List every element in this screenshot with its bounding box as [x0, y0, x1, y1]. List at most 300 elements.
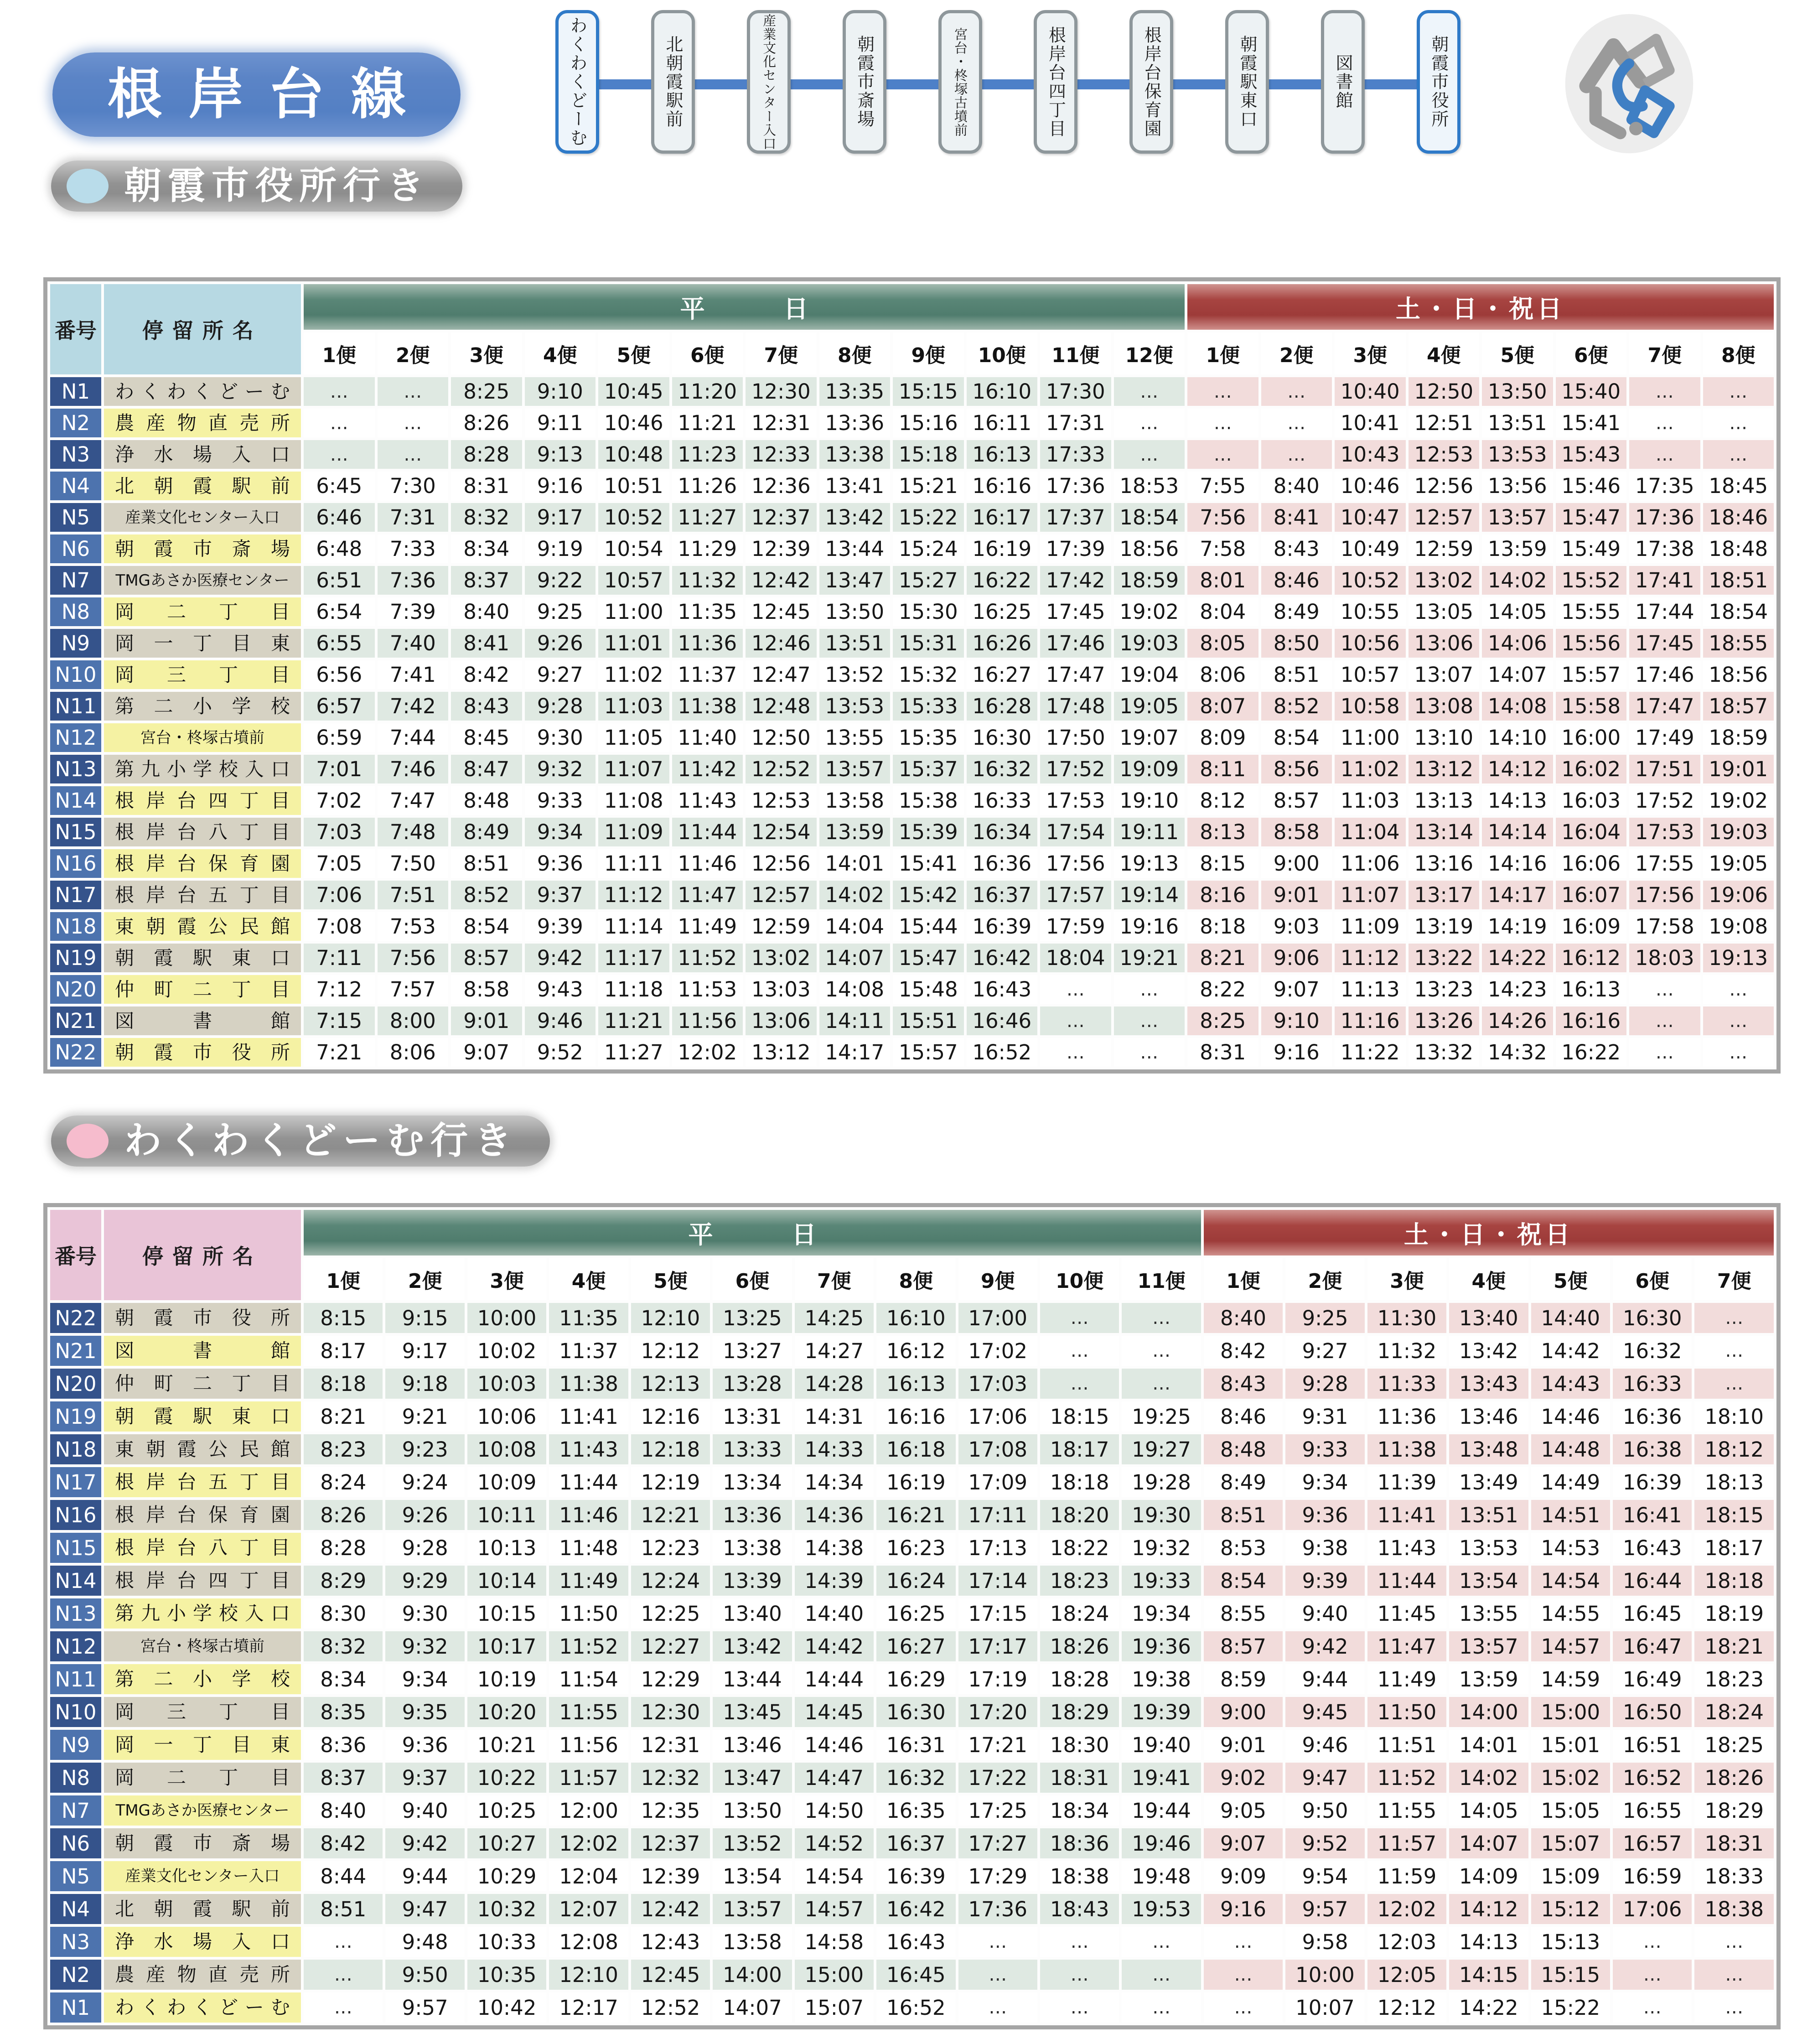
- weekend-time: 11:33: [1367, 1369, 1446, 1399]
- weekday-trip-header: 9便: [893, 332, 964, 374]
- weekday-time: 12:31: [746, 409, 817, 437]
- stop-row-N19: [50, 944, 1774, 972]
- weekday-time: 18:34: [1040, 1795, 1119, 1826]
- weekend-time: 14:22: [1482, 944, 1553, 972]
- stop-number: N5: [50, 503, 101, 532]
- weekend-time: …: [1703, 975, 1774, 1004]
- weekday-time: 12:54: [746, 818, 817, 846]
- stop-number: N21: [50, 1006, 101, 1035]
- direction-banner-1: [51, 161, 462, 212]
- weekday-time: 7:31: [378, 503, 449, 532]
- weekday-time: 11:43: [672, 786, 743, 815]
- weekday-time: 9:48: [385, 1927, 464, 1957]
- weekend-time: 8:46: [1204, 1401, 1283, 1432]
- weekend-time: 17:55: [1629, 849, 1700, 878]
- weekday-time: 12:53: [746, 786, 817, 815]
- weekday-time: 7:42: [378, 692, 449, 721]
- weekday-time: 9:40: [385, 1795, 464, 1826]
- weekend-time: …: [1694, 1960, 1774, 1990]
- weekday-time: 12:39: [631, 1861, 710, 1891]
- timetable-to-wakuwaku-dome: [43, 1203, 1781, 2029]
- weekend-time: 14:54: [1531, 1566, 1610, 1596]
- weekend-time: 9:27: [1285, 1336, 1364, 1366]
- weekday-time: 16:42: [967, 944, 1038, 972]
- stop-name: 根 岸 台 保 育 園: [104, 849, 301, 878]
- weekday-time: 12:39: [746, 534, 817, 563]
- weekend-time: 11:04: [1335, 818, 1406, 846]
- weekday-time: 13:57: [819, 755, 891, 783]
- weekend-time: …: [1694, 1992, 1774, 2023]
- weekday-time: 7:06: [304, 881, 375, 909]
- weekend-time: 14:26: [1482, 1006, 1553, 1035]
- weekday-trip-header: 4便: [525, 332, 596, 374]
- stop-row-N16: [50, 849, 1774, 878]
- weekend-time: 14:07: [1482, 660, 1553, 689]
- stop-name: 根 岸 台 四 丁 目: [104, 1566, 301, 1596]
- weekday-time: 18:38: [1040, 1861, 1119, 1891]
- weekday-time: 18:59: [1114, 566, 1185, 595]
- weekend-time: 9:31: [1285, 1401, 1364, 1432]
- stop-name: 北 朝 霞 駅 前: [104, 1894, 301, 1924]
- weekday-time: 9:29: [385, 1566, 464, 1596]
- weekend-time: 11:36: [1367, 1401, 1446, 1432]
- weekend-time: 9:01: [1204, 1730, 1283, 1760]
- weekday-time: 13:47: [819, 566, 891, 595]
- weekday-time: 7:50: [378, 849, 449, 878]
- weekend-time: 8:40: [1261, 472, 1332, 500]
- weekday-time: 18:23: [1040, 1566, 1119, 1596]
- weekday-time: 14:38: [795, 1533, 874, 1563]
- weekend-time: 8:25: [1187, 1006, 1258, 1035]
- weekday-time: 6:48: [304, 534, 375, 563]
- weekend-time: 10:07: [1285, 1992, 1364, 2023]
- weekday-time: 6:56: [304, 660, 375, 689]
- weekday-time: 14:25: [795, 1303, 874, 1333]
- weekend-time: 11:32: [1367, 1336, 1446, 1366]
- weekend-trip-header: 1便: [1204, 1258, 1283, 1300]
- weekend-time: 16:22: [1556, 1038, 1627, 1067]
- stop-number: N15: [50, 1533, 101, 1563]
- weekend-time: 10:52: [1335, 566, 1406, 595]
- stop-name: 仲 町 二 丁 目: [104, 975, 301, 1004]
- weekend-trip-header: 7便: [1694, 1258, 1774, 1300]
- stop-number: N18: [50, 912, 101, 941]
- weekend-time: 12:53: [1409, 440, 1480, 469]
- weekday-time: 9:26: [385, 1500, 464, 1530]
- weekday-time: 13:38: [819, 440, 891, 469]
- weekday-time: 12:19: [631, 1467, 710, 1497]
- weekday-time: 12:21: [631, 1500, 710, 1530]
- direction-banner-2: [51, 1115, 550, 1167]
- weekday-time: 15:57: [893, 1038, 964, 1067]
- weekend-time: 16:00: [1556, 723, 1627, 752]
- weekday-time: 14:34: [795, 1467, 874, 1497]
- weekend-time: 13:05: [1409, 597, 1480, 626]
- weekday-time: 17:25: [958, 1795, 1037, 1826]
- stop-number: N20: [50, 975, 101, 1004]
- stop-name: 朝 霞 市 役 所: [104, 1038, 301, 1067]
- weekend-time: 8:46: [1261, 566, 1332, 595]
- weekday-time: 14:07: [713, 1992, 792, 2023]
- weekend-time: 18:56: [1703, 660, 1774, 689]
- weekday-time: 16:43: [967, 975, 1038, 1004]
- weekend-time: 15:58: [1556, 692, 1627, 721]
- route-station-label: 図書館: [1333, 54, 1353, 110]
- weekday-time: 16:46: [967, 1006, 1038, 1035]
- weekend-time: 8:42: [1204, 1336, 1283, 1366]
- weekday-time: 12:37: [746, 503, 817, 532]
- weekday-time: …: [1114, 377, 1185, 406]
- weekend-time: 8:43: [1204, 1369, 1283, 1399]
- weekend-time: 16:55: [1613, 1795, 1692, 1826]
- weekend-time: 8:51: [1204, 1500, 1283, 1530]
- weekday-time: 16:22: [967, 566, 1038, 595]
- weekday-time: 9:42: [385, 1828, 464, 1858]
- weekend-time: 18:23: [1694, 1664, 1774, 1694]
- weekend-time: 8:18: [1187, 912, 1258, 941]
- weekday-time: 8:29: [304, 1566, 383, 1596]
- weekday-time: …: [1040, 1006, 1111, 1035]
- weekday-time: 9:19: [525, 534, 596, 563]
- weekday-time: 9:26: [525, 629, 596, 658]
- stop-row-N2: [50, 409, 1774, 437]
- weekday-time: 17:09: [958, 1467, 1037, 1497]
- weekday-time: 19:13: [1114, 849, 1185, 878]
- weekday-time: 12:52: [746, 755, 817, 783]
- stop-row-N3: [50, 1927, 1774, 1957]
- weekend-time: …: [1204, 1992, 1283, 2023]
- weekday-time: 19:41: [1122, 1763, 1201, 1793]
- weekday-time: 17:08: [958, 1434, 1037, 1464]
- route-station: [1129, 10, 1173, 154]
- weekend-time: 16:04: [1556, 818, 1627, 846]
- weekend-time: 14:02: [1449, 1763, 1528, 1793]
- weekend-time: 11:16: [1335, 1006, 1406, 1035]
- weekday-time: …: [1114, 1006, 1185, 1035]
- weekday-time: 11:56: [549, 1730, 628, 1760]
- weekday-time: 16:27: [967, 660, 1038, 689]
- weekday-time: 16:13: [876, 1369, 955, 1399]
- weekday-time: 18:29: [1040, 1697, 1119, 1727]
- weekend-time: 14:09: [1449, 1861, 1528, 1891]
- weekday-time: 19:21: [1114, 944, 1185, 972]
- weekday-time: 8:40: [451, 597, 522, 626]
- weekday-time: 8:57: [451, 944, 522, 972]
- stop-name: 第 二 小 学 校: [104, 1664, 301, 1694]
- weekday-time: 17:00: [958, 1303, 1037, 1333]
- weekend-time: 10:46: [1335, 472, 1406, 500]
- weekday-time: 11:00: [598, 597, 669, 626]
- weekday-time: 13:31: [713, 1401, 792, 1432]
- weekday-time: 11:29: [672, 534, 743, 563]
- weekend-time: 7:56: [1187, 503, 1258, 532]
- weekday-time: 14:07: [819, 944, 891, 972]
- weekday-time: 16:33: [967, 786, 1038, 815]
- weekday-time: 11:36: [672, 629, 743, 658]
- stop-number: N8: [50, 1763, 101, 1793]
- stop-number: N13: [50, 1598, 101, 1629]
- stop-name: TMGあさか医療センター: [104, 1795, 301, 1826]
- weekday-time: 16:37: [967, 881, 1038, 909]
- route-station-label: 朝霞市斎場: [854, 35, 875, 129]
- weekday-time: 12:25: [631, 1598, 710, 1629]
- weekend-time: 12:02: [1367, 1894, 1446, 1924]
- weekday-time: 10:00: [467, 1303, 546, 1333]
- stop-name: 朝 霞 市 斎 場: [104, 534, 301, 563]
- weekend-time: 10:58: [1335, 692, 1406, 721]
- weekday-time: 9:11: [525, 409, 596, 437]
- weekday-time: 8:40: [304, 1795, 383, 1826]
- stop-number: N11: [50, 1664, 101, 1694]
- weekend-time: 8:50: [1261, 629, 1332, 658]
- weekend-time: 13:16: [1409, 849, 1480, 878]
- weekday-time: 16:25: [876, 1598, 955, 1629]
- stop-number: N22: [50, 1038, 101, 1067]
- weekday-time: 17:02: [958, 1336, 1037, 1366]
- weekday-trip-header: 7便: [795, 1258, 874, 1300]
- weekday-time: 7:40: [378, 629, 449, 658]
- weekday-time: 19:05: [1114, 692, 1185, 721]
- weekday-time: 17:37: [1040, 503, 1111, 532]
- weekday-time: 11:40: [672, 723, 743, 752]
- weekday-time: 12:13: [631, 1369, 710, 1399]
- weekday-time: 11:37: [549, 1336, 628, 1366]
- weekend-time: 19:05: [1703, 849, 1774, 878]
- weekend-time: 14:12: [1449, 1894, 1528, 1924]
- weekday-time: 11:21: [598, 1006, 669, 1035]
- weekday-time: 17:39: [1040, 534, 1111, 563]
- weekend-time: 11:57: [1367, 1828, 1446, 1858]
- weekend-time: 9:25: [1285, 1303, 1364, 1333]
- weekday-time: 8:51: [451, 849, 522, 878]
- weekday-time: 19:38: [1122, 1664, 1201, 1694]
- weekday-time: 10:35: [467, 1960, 546, 1990]
- stop-row-N4: [50, 1894, 1774, 1924]
- weekday-time: 13:47: [713, 1763, 792, 1793]
- weekend-time: 10:41: [1335, 409, 1406, 437]
- weekday-time: 15:15: [893, 377, 964, 406]
- weekday-time: 17:13: [958, 1533, 1037, 1563]
- weekend-time: 17:44: [1629, 597, 1700, 626]
- weekend-time: 11:55: [1367, 1795, 1446, 1826]
- weekend-time: 14:05: [1449, 1795, 1528, 1826]
- weekend-time: 11:51: [1367, 1730, 1446, 1760]
- weekday-time: 14:01: [819, 849, 891, 878]
- weekend-time: …: [1694, 1303, 1774, 1333]
- weekend-time: 8:48: [1204, 1434, 1283, 1464]
- stop-number: N2: [50, 409, 101, 437]
- stop-row-N7: [50, 1795, 1774, 1826]
- stop-name: 根 岸 台 保 育 園: [104, 1500, 301, 1530]
- weekend-time: 17:45: [1629, 629, 1700, 658]
- route-station: [1225, 10, 1269, 154]
- weekend-time: 11:41: [1367, 1500, 1446, 1530]
- weekday-time: 11:52: [549, 1631, 628, 1661]
- weekday-time: 10:03: [467, 1369, 546, 1399]
- weekday-time: …: [378, 377, 449, 406]
- stop-row-N11: [50, 1664, 1774, 1694]
- weekday-time: 7:56: [378, 944, 449, 972]
- weekend-time: 13:50: [1482, 377, 1553, 406]
- weekend-trip-header: 3便: [1335, 332, 1406, 374]
- weekend-time: 16:12: [1556, 944, 1627, 972]
- stop-name: 朝 霞 駅 東 口: [104, 1401, 301, 1432]
- weekday-time: 9:17: [385, 1336, 464, 1366]
- weekend-time: 18:45: [1703, 472, 1774, 500]
- weekend-time: 18:18: [1694, 1566, 1774, 1596]
- weekend-time: …: [1204, 1927, 1283, 1957]
- weekday-time: …: [1040, 1038, 1111, 1067]
- weekday-time: 17:14: [958, 1566, 1037, 1596]
- weekday-time: 9:07: [451, 1038, 522, 1067]
- weekend-time: 15:47: [1556, 503, 1627, 532]
- weekend-time: 11:52: [1367, 1763, 1446, 1793]
- weekday-time: 12:24: [631, 1566, 710, 1596]
- weekday-time: 15:32: [893, 660, 964, 689]
- weekday-time: 10:15: [467, 1598, 546, 1629]
- weekday-time: 6:45: [304, 472, 375, 500]
- weekday-time: 16:31: [876, 1730, 955, 1760]
- weekend-time: 15:43: [1556, 440, 1627, 469]
- stop-row-N8: [50, 1763, 1774, 1793]
- weekday-time: 12:59: [746, 912, 817, 941]
- weekend-time: 9:54: [1285, 1861, 1364, 1891]
- weekend-time: 8:51: [1261, 660, 1332, 689]
- weekday-time: 12:32: [631, 1763, 710, 1793]
- weekday-time: 10:25: [467, 1795, 546, 1826]
- weekend-time: …: [1204, 1960, 1283, 1990]
- stop-row-N10: [50, 1697, 1774, 1727]
- stop-name: わ く わ く ど ー む: [104, 1992, 301, 2023]
- weekend-time: …: [1261, 377, 1332, 406]
- weekend-time: 15:09: [1531, 1861, 1610, 1891]
- weekend-time: 16:57: [1613, 1828, 1692, 1858]
- weekend-time: 15:46: [1556, 472, 1627, 500]
- weekday-time: 19:32: [1122, 1533, 1201, 1563]
- weekend-time: …: [1703, 409, 1774, 437]
- weekday-time: 10:48: [598, 440, 669, 469]
- weekday-time: 18:04: [1040, 944, 1111, 972]
- weekday-time: 9:35: [385, 1697, 464, 1727]
- weekend-time: 16:06: [1556, 849, 1627, 878]
- weekday-time: 13:54: [713, 1861, 792, 1891]
- stop-row-N9: [50, 629, 1774, 658]
- weekend-time: 9:47: [1285, 1763, 1364, 1793]
- weekday-time: 12:16: [631, 1401, 710, 1432]
- weekend-time: 8:40: [1204, 1303, 1283, 1333]
- stop-name: 宮台・柊塚古墳前: [104, 723, 301, 752]
- weekday-time: 8:47: [451, 755, 522, 783]
- weekday-time: 10:57: [598, 566, 669, 595]
- stop-number: N9: [50, 629, 101, 658]
- weekday-time: 14:31: [795, 1401, 874, 1432]
- weekday-time: 18:20: [1040, 1500, 1119, 1530]
- weekday-time: 11:53: [672, 975, 743, 1004]
- weekday-time: 15:35: [893, 723, 964, 752]
- weekend-time: 18:48: [1703, 534, 1774, 563]
- weekday-time: 14:27: [795, 1336, 874, 1366]
- weekend-time: 14:32: [1482, 1038, 1553, 1067]
- weekday-time: 11:27: [598, 1038, 669, 1067]
- weekday-time: 9:15: [385, 1303, 464, 1333]
- weekday-time: 10:11: [467, 1500, 546, 1530]
- weekday-time: 11:48: [549, 1533, 628, 1563]
- weekday-time: 7:51: [378, 881, 449, 909]
- weekday-time: 9:34: [385, 1664, 464, 1694]
- weekend-time: 17:41: [1629, 566, 1700, 595]
- weekday-time: 12:42: [746, 566, 817, 595]
- weekday-time: 9:30: [385, 1598, 464, 1629]
- weekday-time: 7:05: [304, 849, 375, 878]
- weekend-time: 16:33: [1613, 1369, 1692, 1399]
- weekday-time: 11:41: [549, 1401, 628, 1432]
- stop-row-N21: [50, 1336, 1774, 1366]
- weekday-time: 12:37: [631, 1828, 710, 1858]
- weekend-time: 11:44: [1367, 1566, 1446, 1596]
- weekday-trip-header: 8便: [876, 1258, 955, 1300]
- weekend-time: 15:22: [1531, 1992, 1610, 2023]
- weekday-time: 19:02: [1114, 597, 1185, 626]
- weekday-time: 17:22: [958, 1763, 1037, 1793]
- weekend-time: 13:13: [1409, 786, 1480, 815]
- weekend-time: 17:51: [1629, 755, 1700, 783]
- weekend-time: 9:09: [1204, 1861, 1283, 1891]
- route-station: [1321, 10, 1365, 154]
- weekend-time: 18:29: [1694, 1795, 1774, 1826]
- stop-name: 宮台・柊塚古墳前: [104, 1631, 301, 1661]
- weekend-time: 18:46: [1703, 503, 1774, 532]
- stop-row-N22: [50, 1038, 1774, 1067]
- stop-number: N16: [50, 849, 101, 878]
- weekend-time: 19:03: [1703, 818, 1774, 846]
- weekday-time: 14:28: [795, 1369, 874, 1399]
- stop-row-N12: [50, 1631, 1774, 1661]
- weekend-time: 17:53: [1629, 818, 1700, 846]
- weekend-time: 16:38: [1613, 1434, 1692, 1464]
- route-station: [747, 10, 791, 154]
- weekday-time: 8:49: [451, 818, 522, 846]
- weekend-time: 11:22: [1335, 1038, 1406, 1067]
- weekday-time: 16:10: [876, 1303, 955, 1333]
- weekday-time: 11:27: [672, 503, 743, 532]
- weekday-time: 9:36: [385, 1730, 464, 1760]
- weekday-time: 8:31: [451, 472, 522, 500]
- weekday-time: 8:36: [304, 1730, 383, 1760]
- weekday-time: 9:18: [385, 1369, 464, 1399]
- weekday-time: 13:52: [713, 1828, 792, 1858]
- weekend-time: 16:41: [1613, 1500, 1692, 1530]
- stop-number: N19: [50, 1401, 101, 1432]
- stop-number: N10: [50, 660, 101, 689]
- weekday-time: 11:32: [672, 566, 743, 595]
- weekday-time: 18:30: [1040, 1730, 1119, 1760]
- weekday-time: 13:59: [819, 818, 891, 846]
- weekday-time: 9:34: [525, 818, 596, 846]
- weekday-time: 14:46: [795, 1730, 874, 1760]
- stop-name: 朝 霞 駅 東 口: [104, 944, 301, 972]
- weekend-time: 14:14: [1482, 818, 1553, 846]
- weekend-time: 12:03: [1367, 1927, 1446, 1957]
- weekday-time: 9:28: [525, 692, 596, 721]
- weekday-time: 15:41: [893, 849, 964, 878]
- weekday-time: 13:36: [819, 409, 891, 437]
- weekday-time: 13:50: [819, 597, 891, 626]
- weekday-time: 15:27: [893, 566, 964, 595]
- weekend-time: 9:01: [1261, 881, 1332, 909]
- weekday-time: 10:27: [467, 1828, 546, 1858]
- stop-row-N2: [50, 1960, 1774, 1990]
- weekday-trip-header: 1便: [304, 332, 375, 374]
